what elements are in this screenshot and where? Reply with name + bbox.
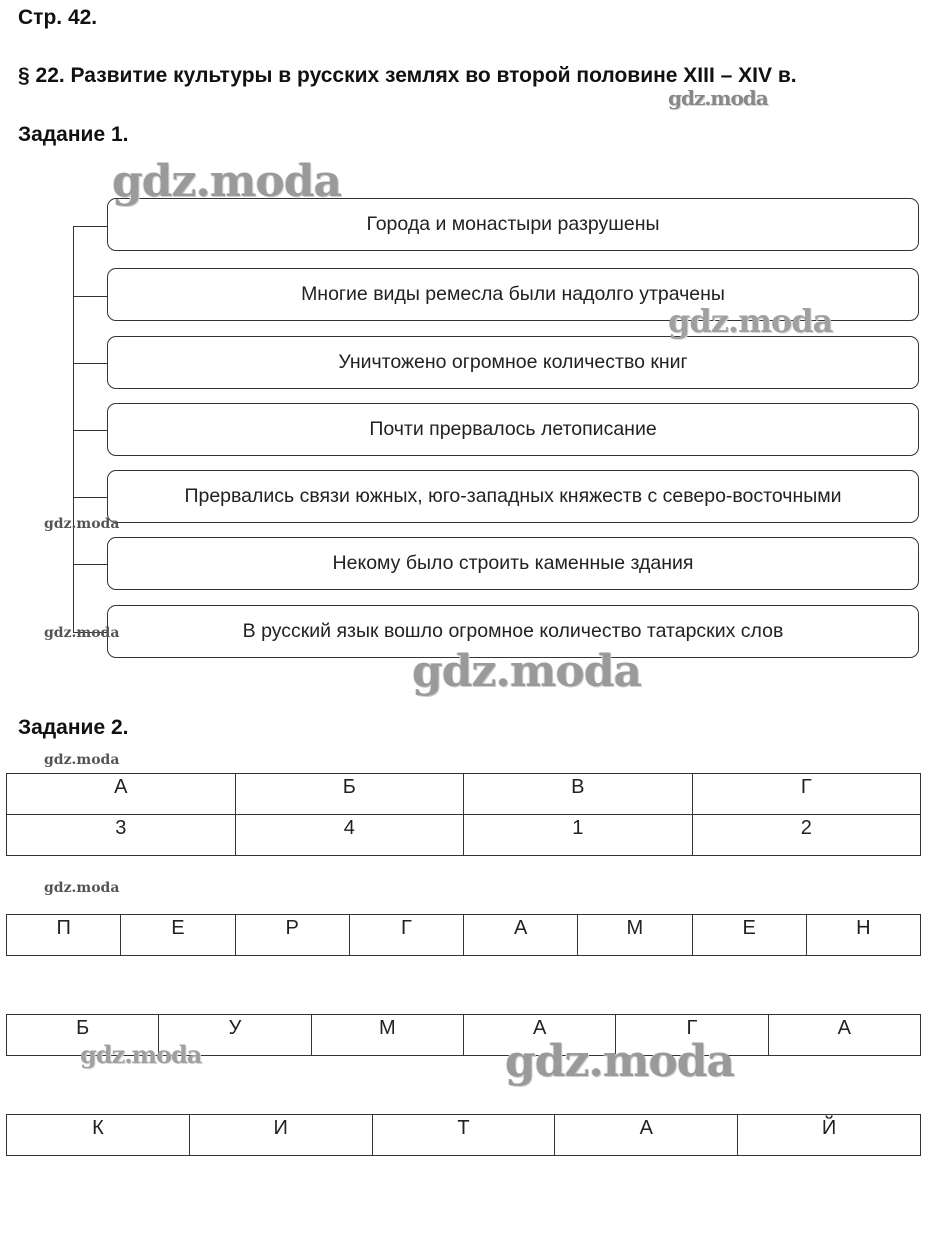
table-row [7,1115,921,1156]
letter-cell: Б [7,1015,159,1056]
letter-cell: Й [738,1115,921,1156]
letter-cell: Г [616,1015,768,1056]
letter-cell: П [7,915,121,956]
letter-cell: А [555,1115,738,1156]
consequence-box: Прервались связи южных, юго-западных княжеств с северо-восточными [107,470,919,523]
watermark: gdz.moda [412,646,642,697]
bracket-vertical-line [73,226,74,632]
letter-cell: Е [121,915,235,956]
consequence-box: Почти прервалось летописание [107,403,919,456]
word-grid-1 [6,914,921,956]
letter-cell: М [311,1015,463,1056]
letter-cell: Е [692,915,806,956]
watermark: gdz.moda [80,1040,202,1069]
watermark: gdz.moda [505,1036,735,1087]
letter-cell: У [159,1015,311,1056]
word-grid-2 [6,1014,921,1056]
bracket-connector [73,497,108,498]
letter-cell: К [7,1115,190,1156]
page-reference: Стр. 42. [18,6,98,29]
letter-cell: Р [235,915,349,956]
task2-title: Задание 2. [18,716,129,739]
table-header-cell: А [7,774,236,815]
table-cell: 4 [235,815,464,856]
consequence-box: В русский язык вошло огромное количество татарских слов [107,605,919,658]
watermark: gdz.moda [44,880,120,896]
bracket-connector [73,296,108,297]
matching-table [6,773,921,856]
table-cell: 3 [7,815,236,856]
consequence-box: Многие виды ремесла были надолго утрачены [107,268,919,321]
letter-cell: Т [372,1115,555,1156]
bracket-connector [73,363,108,364]
letter-cell: А [464,915,578,956]
table-header-cell: Г [692,774,921,815]
watermark: gdz.moda [668,302,833,340]
consequence-box: Города и монастыри разрушены [107,198,919,251]
letter-cell: А [463,1015,615,1056]
table-cell: 2 [692,815,921,856]
table-cell: 1 [464,815,693,856]
task1-title: Задание 1. [18,123,129,146]
bracket-connector [73,226,108,227]
bracket-connector [73,430,108,431]
word-grid-3 [6,1114,921,1156]
letter-cell: М [578,915,692,956]
letter-cell: И [189,1115,372,1156]
consequence-box: Некому было строить каменные здания [107,537,919,590]
watermark: gdz.moda [668,86,768,110]
bracket-connector [73,632,108,633]
bracket-connector [73,564,108,565]
section-title: § 22. Развитие культуры в русских землях во второй половине XIII – XIV в. [18,64,797,87]
table-row [7,774,921,815]
table-row [7,915,921,956]
table-header-cell: В [464,774,693,815]
watermark: gdz.moda [44,516,120,532]
letter-cell: Г [349,915,463,956]
letter-cell: А [768,1015,920,1056]
consequence-box: Уничтожено огромное количество книг [107,336,919,389]
watermark: gdz.moda [44,752,120,768]
table-row [7,815,921,856]
watermark: gdz.moda [44,625,120,641]
table-row [7,1015,921,1056]
watermark: gdz.moda [112,156,342,207]
letter-cell: Н [806,915,920,956]
table-header-cell: Б [235,774,464,815]
